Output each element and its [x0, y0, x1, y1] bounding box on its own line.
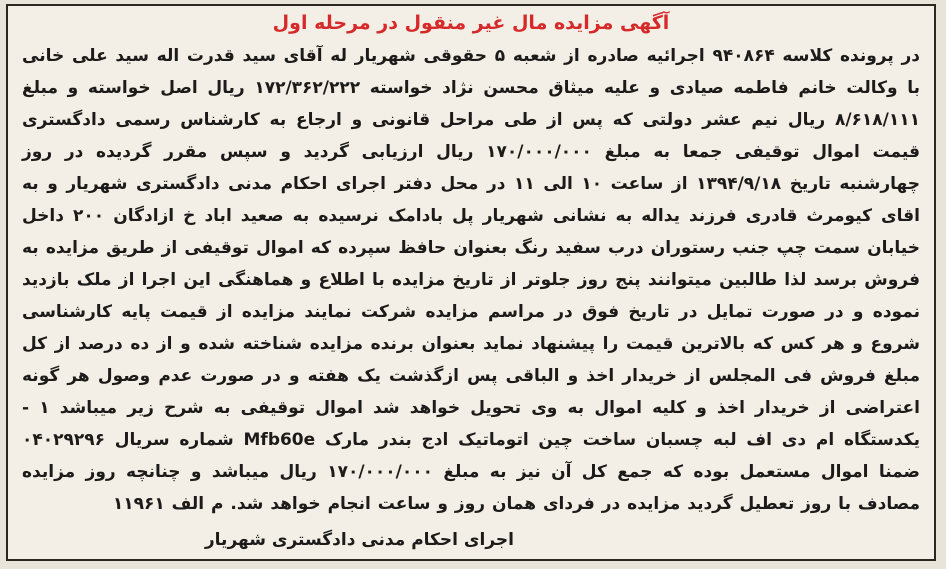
auction-notice [6, 4, 936, 561]
notice-body: در پرونده کلاسه ۹۴۰۸۶۴ اجرائیه صادره از شعبه ۵ حقوقی شهریار له آقای سید قدرت اله سید علی خانی با وکالت خانم فاطمه صیادی و علیه میثاق محسن نژاد خواسته ۱۷۲/۳۶۲/۲۲۲ ریال اصل خواسته و مبلغ ۸/۶۱۸/۱۱۱ ریال نیم عشر دولتی که پس از طی مراحل قانونی و ارجاع به کارشناس رسمی دادگستری قیمت اموال توقیفی جمعا به مبلغ ۱۷۰/۰۰۰/۰۰۰ ریال ارزیابی گردید و سپس مقرر گردیده در روز چهارشنبه تاریخ ۱۳۹۴/۹/۱۸ از ساعت ۱۰ الی ۱۱ در محل دفتر اجرای احکام مدنی دادگستری شهریار و به اقای کیومرث قادری فرزند یداله به نشانی شهریار پل بادامک نرسیده به صعید اباد خ ازادگان ۲۰۰ داخل خیابان سمت چپ جنب رستوران درب سفید رنگ بعنوان حافظ سپرده که اموال توقیفی از طریق مزایده به فروش برسد لذا طالبین میتوانند پنج روز جلوتر از تاریخ مزایده با اطلاع و هماهنگی این اجرا از ملک بازدید نموده و در صورت تمایل در تاریخ فوق در مراسم مزایده شرکت نمایند مزایده از قیمت پایه کارشناسی شروع و هر کس که بالاترین قیمت را پیشنهاد نماید بعنوان برنده مزایده شناخته شده و از ده درصد از کل مبلغ فروش فی المجلس از خریدار اخذ و الباقی پس ازگذشت یک هفته و در صورت عدم وصول هر گونه اعتراضی از خریدار اخذ و کلیه اموال به وی تحویل خواهد شد اموال توقیفی به شرح زیر میباشد ۱ - یکدستگاه ام دی اف لبه چسبان ساخت چین اتوماتیک ادج بندر مارک Mfb60e شماره سریال ۰۴۰۲۹۲۹۶ ضمنا اموال مستعمل بوده که جمع کل آن نیز به مبلغ ۱۷۰/۰۰۰/۰۰۰ ریال میباشد و چنانچه روز مزایده مصادف با روز تعطیل گردید مزایده در فردای همان روز و ساعت انجام خواهد شد. م الف ۱۱۹۶۱ [22, 46, 920, 514]
notice-signature: اجرای احکام مدنی دادگستری شهریار [204, 530, 514, 550]
notice-title: آگهی مزایده مال غیر منقول در مرحله اول [272, 12, 670, 34]
